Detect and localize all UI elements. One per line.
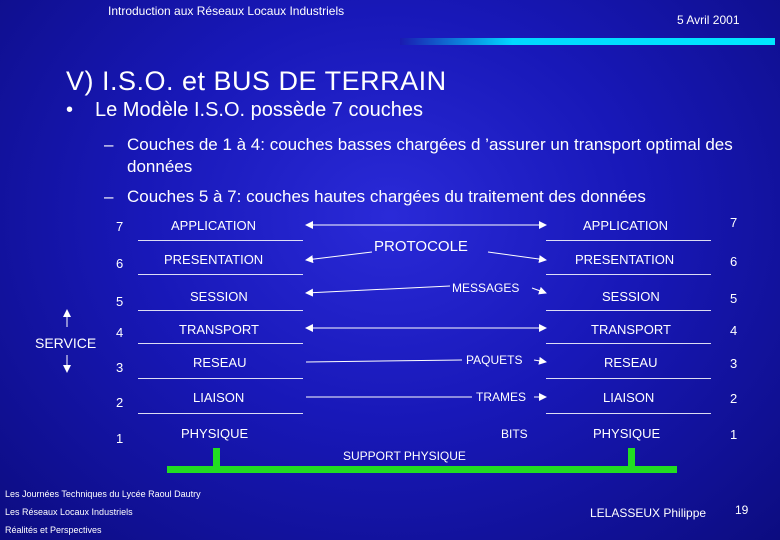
header-rule <box>400 38 775 45</box>
protocol-label: PROTOCOLE <box>374 238 468 255</box>
right-num-5: 5 <box>730 291 738 306</box>
right-divider <box>546 343 711 344</box>
trames-label: TRAMES <box>476 390 527 404</box>
footer-author: LELASSEUX Philippe <box>590 506 707 520</box>
slide-title: V) I.S.O. et BUS DE TERRAIN <box>66 66 447 96</box>
right-num-1: 1 <box>730 427 738 442</box>
bullet-dot: • <box>66 99 74 121</box>
right-layer-reseau: RESEAU <box>604 355 658 370</box>
right-divider <box>546 378 711 379</box>
left-layer-physique: PHYSIQUE <box>181 426 249 441</box>
subbullet-dash-1: – <box>104 135 114 154</box>
messages-label: MESSAGES <box>452 281 520 295</box>
header-date: 5 Avril 2001 <box>677 13 740 27</box>
left-layer-transport: TRANSPORT <box>179 322 259 337</box>
right-num-7: 7 <box>730 215 738 230</box>
arrow-layer-5-right <box>532 288 546 293</box>
subbullet-2: Couches 5 à 7: couches hautes chargées du traitement des données <box>127 187 646 206</box>
right-divider <box>546 274 711 275</box>
right-divider <box>546 240 711 241</box>
right-num-4: 4 <box>730 323 738 338</box>
left-num-7: 7 <box>116 219 124 234</box>
left-divider <box>138 378 303 379</box>
right-num-3: 3 <box>730 356 738 371</box>
left-divider <box>138 343 303 344</box>
right-num-2: 2 <box>730 391 738 406</box>
right-layer-application: APPLICATION <box>583 218 669 233</box>
right-layer-physique: PHYSIQUE <box>593 426 661 441</box>
bits-label: BITS <box>501 427 528 441</box>
left-divider <box>138 274 303 275</box>
right-layer-presentation: PRESENTATION <box>575 252 675 267</box>
left-num-5: 5 <box>116 294 124 309</box>
service-label: SERVICE <box>35 335 97 351</box>
left-num-1: 1 <box>116 431 124 446</box>
left-layer-session: SESSION <box>190 289 248 304</box>
right-layer-session: SESSION <box>602 289 660 304</box>
physical-bus <box>167 466 677 473</box>
right-layer-liaison: LIAISON <box>603 390 655 405</box>
left-divider <box>138 310 303 311</box>
page-number: 19 <box>735 503 749 517</box>
footer-line-2: Les Réseaux Locaux Industriels <box>5 507 133 517</box>
left-num-3: 3 <box>116 360 124 375</box>
footer-line-1: Les Journées Techniques du Lycée Raoul Dautry <box>5 489 201 499</box>
arrow-layer-6 <box>306 252 372 260</box>
paquets-label: PAQUETS <box>466 353 523 367</box>
arrow-layer-6-right <box>488 252 546 260</box>
left-num-4: 4 <box>116 325 124 340</box>
footer-line-3: Réalités et Perspectives <box>5 525 102 535</box>
arrow-layer-3 <box>306 360 462 362</box>
left-divider <box>138 240 303 241</box>
arrow-layer-3-right <box>534 360 546 362</box>
left-layer-reseau: RESEAU <box>193 355 247 370</box>
left-layer-application: APPLICATION <box>171 218 257 233</box>
main-bullet: Le Modèle I.S.O. possède 7 couches <box>95 99 423 121</box>
left-layer-liaison: LIAISON <box>193 390 245 405</box>
left-divider <box>138 413 303 414</box>
right-num-6: 6 <box>730 254 738 269</box>
subbullet-1: Couches de 1 à 4: couches basses chargées d ’assurer un transport optimal des données <box>127 135 733 176</box>
left-num-2: 2 <box>116 395 124 410</box>
right-layer-transport: TRANSPORT <box>591 322 671 337</box>
header-title: Introduction aux Réseaux Locaux Industriels <box>108 4 345 18</box>
right-divider <box>546 413 711 414</box>
right-divider <box>546 310 711 311</box>
subbullet-dash-2: – <box>104 187 114 206</box>
left-layer-presentation: PRESENTATION <box>164 252 264 267</box>
support-label: SUPPORT PHYSIQUE <box>343 449 466 463</box>
arrow-layer-5 <box>306 286 450 293</box>
left-num-6: 6 <box>116 256 124 271</box>
